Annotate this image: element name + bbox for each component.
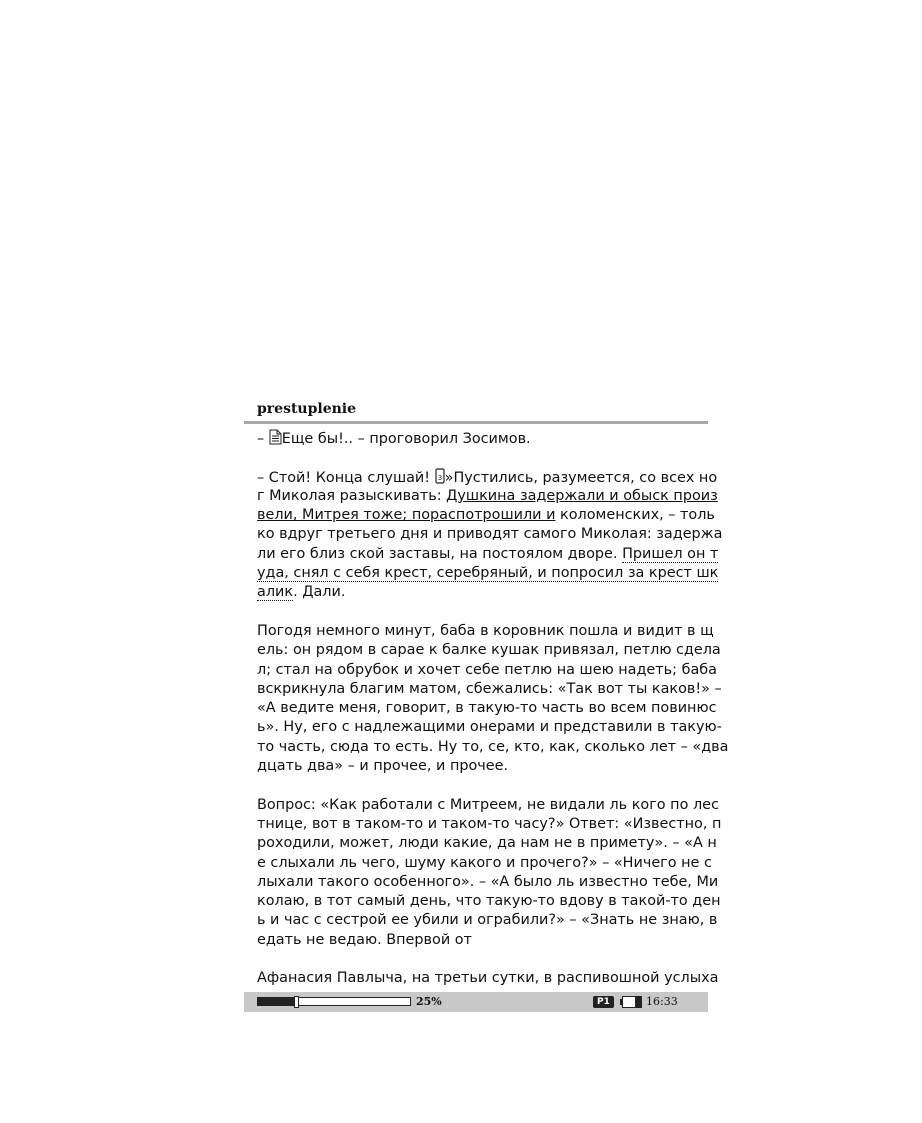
reading-progress-bar[interactable] [257, 997, 411, 1006]
battery-tip [620, 999, 622, 1005]
text-line: вели, Митрея тоже; пораспотрошили и коломенских, – толь [257, 507, 715, 524]
text-line: вскрикнула благим матом, сбежались: «Так вот ты каков!» – [257, 680, 722, 697]
highlight[interactable]: вели, Митрея тоже; пораспотрошили и [257, 507, 556, 524]
text-line: ли его близ ской заставы, на постоялом дворе. Пришел он т [257, 545, 719, 562]
text-line: едать не ведаю. Впервой от [257, 931, 472, 948]
book-title: prestuplenie [257, 401, 357, 417]
battery-fill [635, 997, 641, 1007]
highlight[interactable]: Душкина задержали и обыск произ [446, 487, 718, 504]
text-line: «А ведите меня, говорит, в такую-то часть во всем повинюс [257, 700, 717, 717]
progress-handle[interactable] [294, 996, 299, 1008]
paragraph-gap [257, 448, 697, 467]
text-line: г Миколая разыскивать: Душкина задержали и обыск произ [257, 487, 718, 504]
paragraph-gap [257, 950, 697, 969]
text-line: Погодя немного минут, баба в коровник пошла и видит в щ [257, 622, 714, 639]
note-highlight[interactable]: уда, снял с себя крест, серебряный, и попросил за крест шк [257, 565, 719, 582]
battery-icon [622, 996, 642, 1008]
document-note-icon[interactable] [269, 429, 282, 451]
text-line: ь и час с сестрой ее убили и ограбили?» – «Знать не знаю, в [257, 912, 718, 929]
text-line: колаю, в тот самый день, что такую-то вдову в такой-то ден [257, 893, 721, 910]
text-line: – Стой! Конца слушай! 3 »Пустились, разумеется, со всех но [257, 468, 697, 487]
text-line: л; стал на обрубок и хочет себе петлю на шею надеть; баба [257, 661, 717, 678]
text-line: е слыхали ль чего, шуму какого и прочего?» – «Ничего не с [257, 854, 712, 871]
text-line: Вопрос: «Как работали с Митреем, не видали ль кого по лес [257, 796, 719, 813]
text-line: тнице, вот в таком-то и таком-то часу?» Ответ: «Известно, п [257, 815, 722, 832]
status-bar [244, 992, 708, 1012]
progress-percent: 25% [416, 995, 442, 1008]
text-line: ко вдруг третьего дня и приводят самого Миколая: задержа [257, 526, 723, 543]
svg-text:3: 3 [437, 473, 442, 482]
text-line: роходили, может, люди какие, да нам не в примету». – «А н [257, 835, 717, 852]
note-highlight[interactable]: Пришел он т [622, 545, 719, 562]
text-line: ель: он рядом в сарае к балке кушак привязал, петлю сдела [257, 642, 721, 659]
progress-fill [258, 998, 296, 1005]
note-highlight[interactable]: алик [257, 584, 294, 601]
reader-screen [244, 396, 729, 1012]
title-divider [244, 421, 708, 424]
text-line: ь». Ну, его с надлежащими онерами и представили в такую- [257, 719, 722, 736]
text-line: то часть, сюда то есть. Ну то, се, кто, как, сколько лет – «два [257, 738, 729, 755]
paragraph-gap [257, 776, 697, 795]
clock: 16:33 [646, 995, 678, 1008]
page-badge[interactable]: P1 [593, 996, 614, 1008]
text-line: Афанасия Павлыча, на третьи сутки, в распивошной услыха [257, 970, 719, 987]
paragraph-gap [257, 603, 697, 622]
text-line: алик. Дали. [257, 584, 346, 601]
reading-text[interactable] [257, 429, 729, 989]
text-line [257, 564, 719, 583]
text-line: лыхали такого особенного». – «А было ль известно тебе, Ми [257, 873, 719, 890]
text-line: дцать два» – и прочее, и прочее. [257, 758, 509, 775]
text-line: – Еще бы!.. – проговорил Зосимов. [257, 429, 697, 448]
